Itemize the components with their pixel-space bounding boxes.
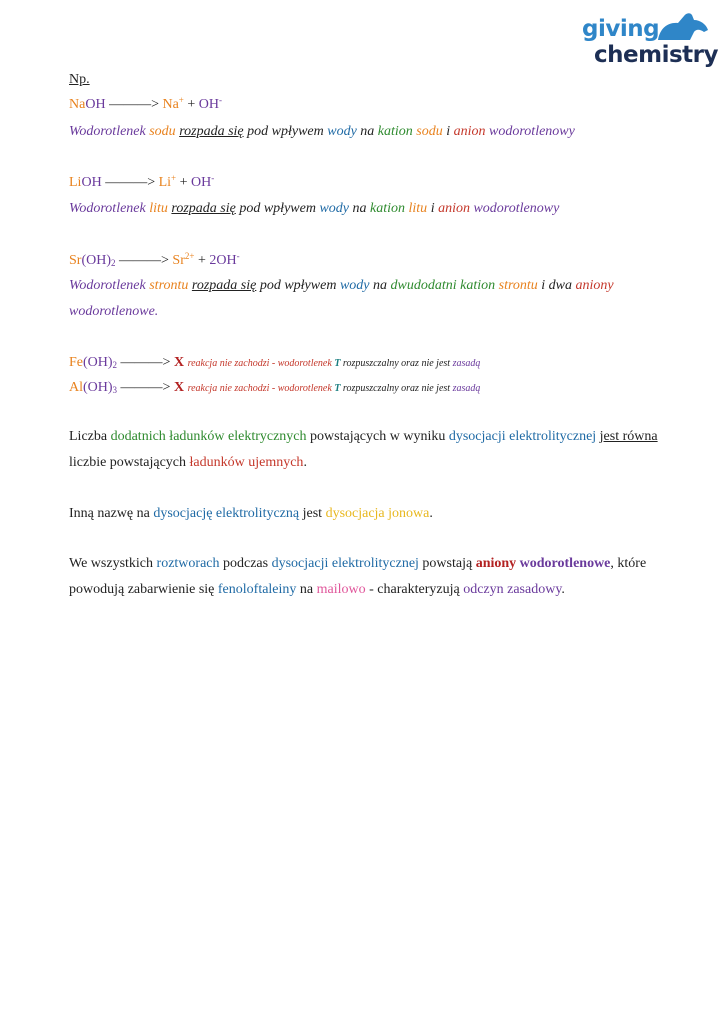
no-reaction-mark: X [173,355,185,370]
reactant-anion: (OH) [81,253,111,268]
text-span: dodatnich ładunków elektrycznych [110,429,307,444]
text-span: . [429,506,433,521]
note-part: zasadą [452,383,481,394]
equation-aloh3 [69,379,480,398]
product-anion-charge: - [211,173,215,183]
text-span: wodorotlenowe [519,556,611,571]
reactant-cation: Sr [69,253,82,268]
desc-word: rozpada się [191,278,257,293]
reactant-anion: OH [81,175,102,190]
desc-word: pod wpływem [247,124,324,139]
desc-word: rozpada się [179,124,244,139]
desc-word: na [360,124,375,139]
giving-chemistry-logo [578,10,716,74]
note-part: reakcja nie zachodzi - wodorotlenek [187,383,332,394]
reactant-anion: OH [85,97,106,112]
equation-lioh [69,174,214,192]
equation-feoh2 [69,354,480,373]
description-sroh2-cont [69,303,158,321]
text-span: , [610,556,614,571]
product-cation-charge: + [178,95,184,105]
desc-word: rozpada się [171,201,236,216]
desc-word: wody [319,201,350,216]
desc-word: litu [408,201,428,216]
arrow: ———> [119,253,169,268]
reactant-subscript: 2 [111,258,116,268]
text-span: fenoloftaleiny [217,582,297,597]
product-cation: Sr [172,253,185,268]
text-span: dysocjacja jonowa [325,506,430,521]
product-anion: OH [191,175,212,190]
note-part: reakcja nie zachodzi - wodorotlenek [187,358,332,369]
product-anion-charge: - [236,251,240,261]
note-part: T [334,383,341,394]
text-span: dysocjację elektrolityczną [153,506,300,521]
text-span: na [299,582,314,597]
desc-word: Wodorotlenek [69,278,146,293]
text-span: . [561,582,565,597]
text-span: powstają [422,556,473,571]
reactant-cation: Al [69,380,83,395]
text-span: Inną nazwę na [69,506,150,521]
text-span: podczas [223,556,269,571]
desc-word: wody [339,278,370,293]
product-cation-charge: + [171,173,177,183]
text-span: roztworach [156,556,220,571]
reactant-cation: Li [69,175,82,190]
arrow: ———> [109,97,159,112]
text-span: dysocjacji elektrolitycznej [271,556,419,571]
desc-word: litu [149,201,168,216]
intro-label: Np. [69,72,90,87]
no-reaction-note [188,383,481,394]
text-span: We wszystkich [69,556,154,571]
dog-icon [654,10,714,44]
text-span: - charakteryzują [369,582,460,597]
text-span: jest [302,506,323,521]
desc-word: sodu [416,124,443,139]
text-span: odczyn zasadowy [463,582,562,597]
arrow: ———> [120,380,171,395]
desc-word: strontu [149,278,189,293]
desc-word: wodorotlenowy [473,201,560,216]
reactant-anion: (OH) [83,355,113,370]
desc-word: dwudodatni kation [390,278,496,293]
desc-word: Wodorotlenek [69,124,146,139]
text-span: liczbie powstających [69,455,187,470]
product-anion: OH [198,97,220,112]
paragraph-charges [69,424,659,476]
product-cation: Li [158,175,172,190]
desc-word: sodu [149,124,176,139]
desc-word: na [373,278,387,293]
product-anion-charge: - [219,95,223,105]
desc-word: pod wpływem [259,278,337,293]
text-span: . [303,455,307,470]
reactant-cation: Fe [69,355,83,370]
product-cation-charge: 2+ [184,251,195,261]
text-span: powstających w wyniku [310,429,446,444]
reactant-subscript: 2 [112,360,118,370]
desc-word: wodorotlenowy [489,124,575,139]
text-span: które powodują zabarwienie się [69,556,647,597]
reactant-cation: Na [69,97,86,112]
logo-text-chemistry: chemistry [594,42,718,68]
note-part: zasadą [452,358,481,369]
product-cation: Na [162,97,179,112]
desc-word: na [352,201,367,216]
desc-word: anion [438,201,470,216]
note-part: T [334,358,341,369]
desc-word: Wodorotlenek [69,201,146,216]
desc-word: pod wpływem [239,201,316,216]
desc-word: kation [370,201,406,216]
plus-sign: + [179,175,188,190]
arrow: ———> [120,355,171,370]
equation-sroh2 [69,252,240,270]
product-anion: 2OH [209,253,237,268]
desc-word: i [446,124,451,139]
reactant-subscript: 3 [112,385,118,395]
desc-word: aniony [575,278,614,293]
equation-naoh [69,96,222,114]
text-span: ładunków ujemnych [189,455,304,470]
text-span: dysocjacji elektrolitycznej [448,429,597,444]
note-part: rozpuszczalny oraz nie jest [342,358,451,369]
text-span: aniony [475,556,517,571]
description-naoh [69,123,575,141]
note-part: rozpuszczalny oraz nie jest [342,383,451,394]
paragraph-solutions [69,551,659,603]
text-span: jest równa [599,429,658,444]
desc-word: kation [377,124,413,139]
plus-sign: + [187,97,196,112]
paragraph-alternative-name [69,501,659,527]
logo-text-giving: giving [582,16,660,42]
reactant-anion: (OH) [83,380,113,395]
text-span: Liczba [69,429,108,444]
desc-word: i dwa [541,278,573,293]
desc-word: anion [453,124,486,139]
plus-sign: + [197,253,206,268]
desc-word: wodorotlenowe. [69,304,159,319]
desc-word: i [430,201,435,216]
text-span: mailowo [316,582,366,597]
no-reaction-note [188,358,481,369]
arrow: ———> [105,175,156,190]
description-sroh2 [69,277,614,295]
desc-word: strontu [498,278,538,293]
desc-word: wody [327,124,357,139]
description-lioh [69,200,559,218]
no-reaction-mark: X [173,380,185,395]
